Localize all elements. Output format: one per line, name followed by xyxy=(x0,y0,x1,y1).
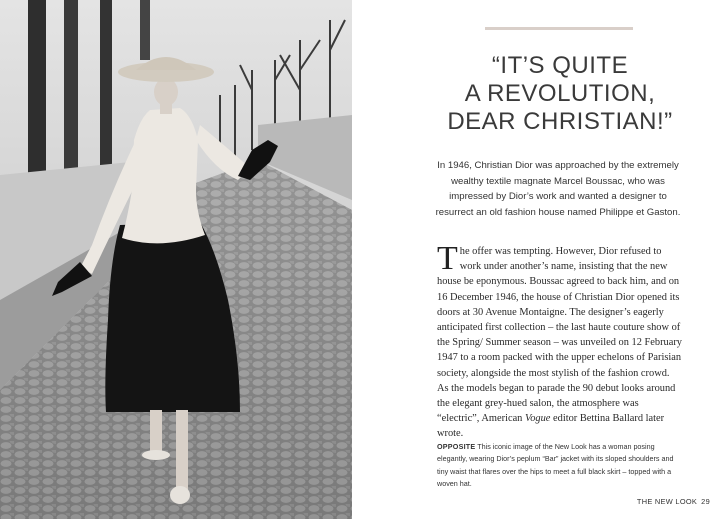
tree-trunk xyxy=(64,0,78,170)
vogue-italic: Vogue xyxy=(525,413,551,425)
body-text-main: he offer was tempting. However, Dior refused to work under another’s name, insisting that the new house be eponymous. Boussac agreed to back him, and on 16 December 1946, the house of Christian Dior opened its doors at 30 Avenue Montaigne. The designer’s eagerly anticipated first collection – the last haute couture show of the Spring/ Summer season – was unveiled on 12 February 1947 to a room packed with the upper echelons of Parisian society, alongside the most stylish of the fashion crowd. As the models began to parade the 90 debut looks around the elegant grey-hued salon, the atmosphere was “electric”, American xyxy=(437,246,683,425)
caption-label: OPPOSITE xyxy=(437,442,476,451)
face xyxy=(154,78,178,106)
photo-caption xyxy=(437,441,683,491)
tree-trunk xyxy=(140,0,150,60)
photo-illustration xyxy=(0,0,352,519)
drop-cap: T xyxy=(437,240,458,277)
leg xyxy=(176,410,188,490)
shoe xyxy=(142,450,170,460)
tree-trunk xyxy=(100,0,112,175)
decorative-rule xyxy=(485,27,633,30)
caption-text: This iconic image of the New Look has a woman posing elegantly, wearing Dior’s peplum “Bar” jacket with its sloped shoulders and tiny waist that flares over the hips to meet a full black skirt – topped with a woven hat. xyxy=(437,442,674,489)
pull-quote-heading: “IT’S QUITE A REVOLUTION, DEAR CHRISTIAN!” xyxy=(447,52,673,135)
shoe xyxy=(170,486,190,504)
section-name: THE NEW LOOK xyxy=(636,497,698,506)
tree-trunk xyxy=(28,0,46,180)
fashion-photo xyxy=(0,0,352,519)
body-text-end: editor Bettina Ballard later wrote. xyxy=(437,413,665,440)
body-paragraph xyxy=(437,240,683,442)
intro-paragraph: In 1946, Christian Dior was approached by the extremely wealthy textile magnate Marcel Boussac, who was impressed by Dior’s work and wanted a designer to resurrect an old fashion house named Philippe et Gaston. xyxy=(435,160,681,218)
page-number: 29 xyxy=(701,497,710,506)
page-footer xyxy=(637,497,710,506)
